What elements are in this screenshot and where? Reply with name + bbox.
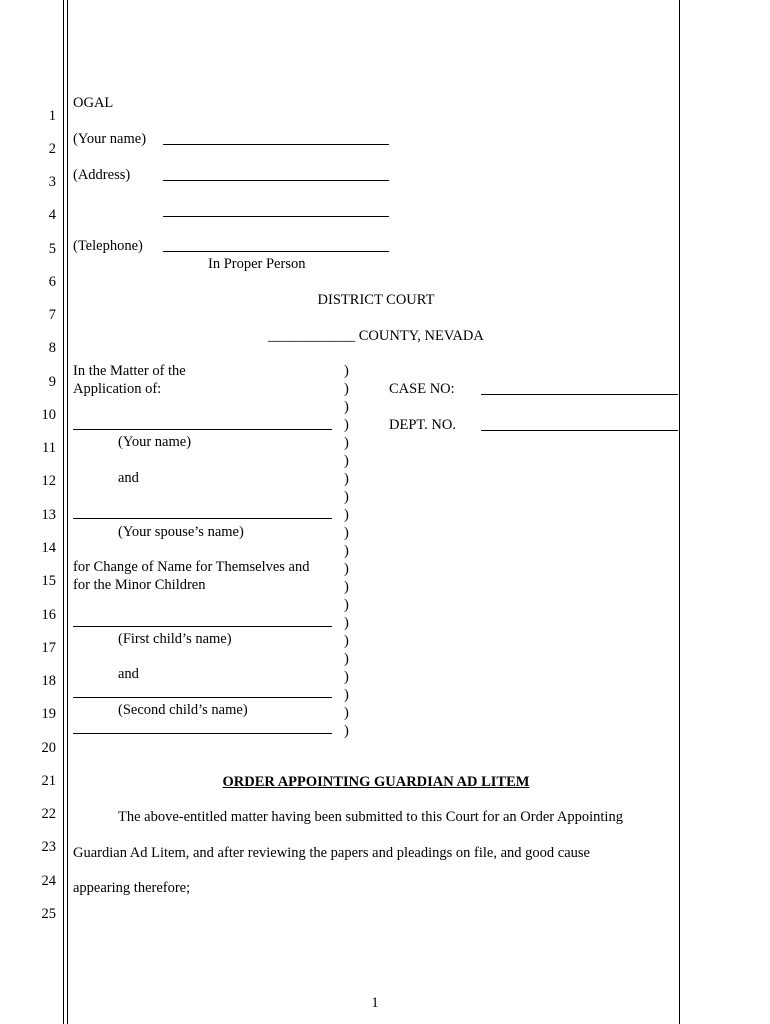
dept-no-label: DEPT. NO.	[389, 417, 456, 433]
caption-paren: )	[344, 435, 349, 451]
caption-paren: )	[344, 381, 349, 397]
second-child-field-bottom[interactable]	[73, 733, 332, 734]
change-line-2: for the Minor Children	[73, 577, 206, 593]
petitioner-name-field[interactable]	[73, 429, 332, 430]
line-number: 17	[41, 640, 56, 656]
order-title: ORDER APPOINTING GUARDIAN AD LITEM	[222, 774, 530, 790]
second-child-field-top[interactable]	[73, 697, 332, 698]
spouse-name-caption: (Your spouse’s name)	[118, 524, 244, 540]
order-paragraph-line-2: Guardian Ad Litem, and after reviewing the papers and pleadings on file, and good cause	[73, 845, 590, 861]
change-line-1: for Change of Name for Themselves and	[73, 559, 310, 575]
line-number: 24	[41, 873, 56, 889]
your-name-caption: (Your name)	[118, 434, 192, 450]
address-label: (Address)	[73, 167, 131, 183]
caption-paren: )	[344, 417, 349, 433]
line-number: 19	[41, 706, 56, 722]
matter-line-1: In the Matter of the	[73, 363, 186, 379]
and-connector-1: and	[118, 470, 139, 486]
line-number: 20	[41, 740, 56, 756]
line-number: 3	[48, 174, 56, 190]
caption-paren: )	[344, 471, 349, 487]
line-number: 4	[48, 207, 56, 223]
first-child-caption: (First child’s name)	[118, 631, 232, 647]
caption-paren: )	[344, 615, 349, 631]
caption-paren: )	[344, 705, 349, 721]
line-number: 18	[41, 673, 56, 689]
caption-paren: )	[344, 525, 349, 541]
dept-no-field[interactable]	[481, 430, 678, 431]
county-line: ____________ COUNTY, NEVADA	[268, 328, 484, 344]
order-paragraph-line-1: The above-entitled matter having been submitted to this Court for an Order Appointing	[118, 809, 623, 825]
line-number: 22	[41, 806, 56, 822]
line-number: 8	[48, 340, 56, 356]
your-name-field[interactable]	[163, 144, 389, 145]
address-field-line1[interactable]	[163, 180, 389, 181]
caption-paren: )	[344, 363, 349, 379]
line-number: 15	[41, 573, 56, 589]
line-number: 13	[41, 507, 56, 523]
second-child-caption: (Second child’s name)	[118, 702, 248, 718]
caption-paren: )	[344, 651, 349, 667]
caption-paren: )	[344, 489, 349, 505]
caption-paren: )	[344, 723, 349, 739]
line-number: 21	[41, 773, 56, 789]
form-code: OGAL	[73, 95, 114, 111]
caption-paren: )	[344, 399, 349, 415]
telephone-field[interactable]	[163, 251, 389, 252]
matter-line-2: Application of:	[73, 381, 162, 397]
first-child-field[interactable]	[73, 626, 332, 627]
left-margin-rule-outer	[63, 0, 64, 1024]
proper-person-label: In Proper Person	[208, 256, 306, 272]
line-number: 1	[48, 108, 56, 124]
line-number: 16	[41, 607, 56, 623]
line-number: 14	[41, 540, 56, 556]
left-margin-rule-inner	[67, 0, 68, 1024]
caption-paren: )	[344, 669, 349, 685]
case-no-label: CASE NO:	[389, 381, 455, 397]
and-connector-2: and	[118, 666, 139, 682]
page-number: 1	[371, 995, 379, 1011]
case-no-field[interactable]	[481, 394, 678, 395]
caption-paren: )	[344, 579, 349, 595]
line-number: 11	[42, 440, 56, 456]
caption-paren: )	[344, 507, 349, 523]
line-number: 23	[41, 839, 56, 855]
address-field-line2[interactable]	[163, 216, 389, 217]
your-name-label: (Your name)	[73, 131, 147, 147]
caption-paren: )	[344, 597, 349, 613]
right-margin-rule	[679, 0, 680, 1024]
caption-paren: )	[344, 561, 349, 577]
caption-paren: )	[344, 687, 349, 703]
caption-paren: )	[344, 543, 349, 559]
line-number: 25	[41, 906, 56, 922]
caption-paren: )	[344, 453, 349, 469]
caption-paren: )	[344, 633, 349, 649]
line-number: 9	[48, 374, 56, 390]
order-paragraph-line-3: appearing therefore;	[73, 880, 191, 896]
line-number: 7	[48, 307, 56, 323]
line-number: 12	[41, 473, 56, 489]
spouse-name-field[interactable]	[73, 518, 332, 519]
line-number: 5	[48, 241, 56, 257]
telephone-label: (Telephone)	[73, 238, 143, 254]
line-number: 2	[48, 141, 56, 157]
line-number: 6	[48, 274, 56, 290]
court-name: DISTRICT COURT	[317, 292, 435, 308]
line-number: 10	[41, 407, 56, 423]
